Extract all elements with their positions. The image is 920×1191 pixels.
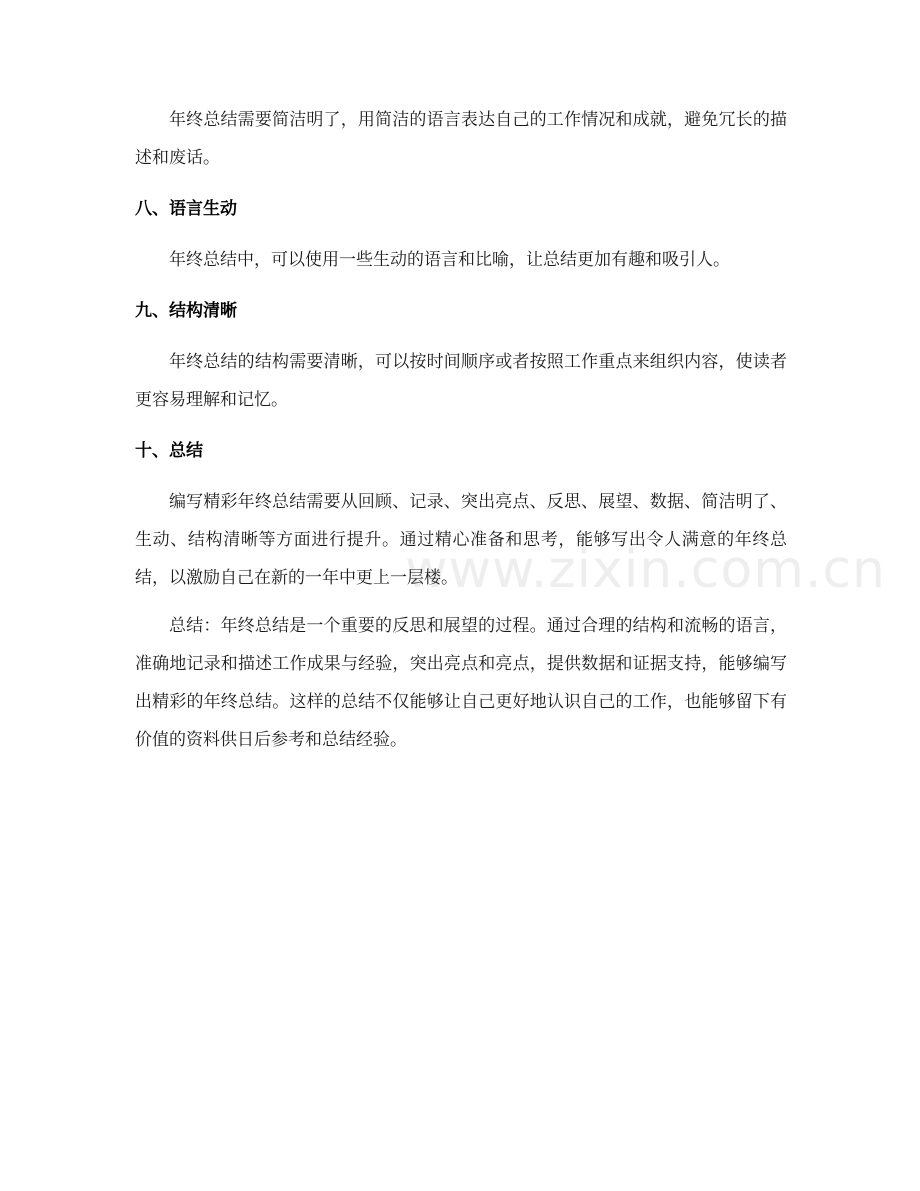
section-heading-9: 九、结构清晰 — [135, 301, 237, 321]
section-8-paragraph: 年终总结中，可以使用一些生动的语言和比喻，让总结更加有趣和吸引人。 — [169, 250, 730, 270]
intro-paragraph: 年终总结需要简洁明了，用简洁的语言表达自己的工作情况和成就，避免冗长的描述和废话。 — [135, 110, 787, 168]
watermark: www.zixin.com.cn — [405, 540, 886, 600]
document-body — [135, 101, 787, 759]
section-10-paragraph-1: 编写精彩年终总结需要从回顾、记录、突出亮点、反思、展望、数据、简洁明了、生动、结构清晰等方面进行提升。通过精心准备和思考，能够写出令人满意的年终总结，以激励自己在新的一年中更上一层楼。 — [135, 492, 787, 588]
section-heading-8: 八、语言生动 — [135, 199, 237, 219]
section-9-paragraph: 年终总结的结构需要清晰，可以按时间顺序或者按照工作重点来组织内容，使读者更容易理解和记忆。 — [135, 352, 787, 410]
section-10-paragraph-2: 总结：年终总结是一个重要的反思和展望的过程。通过合理的结构和流畅的语言，准确地记录和描述工作成果与经验，突出亮点和亮点，提供数据和证据支持，能够编写出精彩的年终总结。这样的总结不仅能够让自己更好地认识自己的工作，也能够留下有价值的资料供日后参考和总结经验。 — [135, 616, 787, 750]
section-heading-10: 十、总结 — [135, 441, 203, 461]
